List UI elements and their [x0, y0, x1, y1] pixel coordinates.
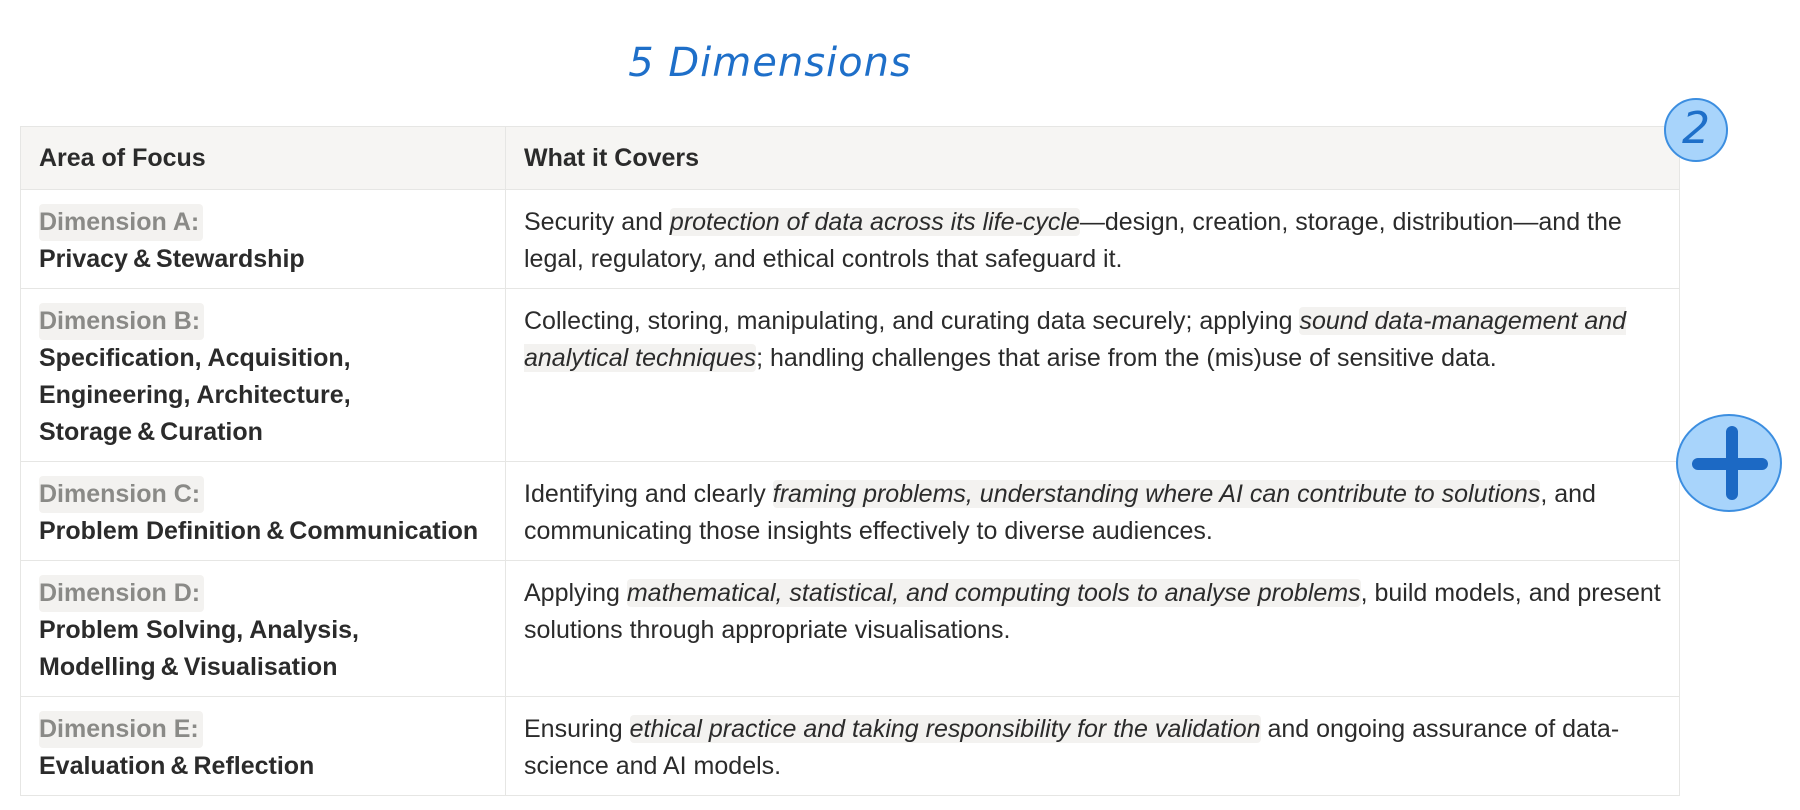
dimension-name: Specification, Acquisition,: [39, 344, 351, 372]
covers-text: and ongoing assurance of data-science and AI models.: [524, 715, 1620, 780]
covers-cell: [506, 190, 1680, 289]
plus-icon[interactable]: [1676, 414, 1782, 512]
covers-cell: [506, 462, 1680, 561]
dimension-name: Evaluation & Reflection: [39, 752, 315, 780]
dimension-label: Dimension E:: [39, 711, 203, 748]
covers-text: —design, creation, storage, distribution—and the legal, regulatory, and ethical controls that safeguard it.: [524, 208, 1622, 273]
table-row: [21, 190, 1680, 289]
covers-cell: [506, 561, 1680, 697]
table-body: [21, 190, 1680, 796]
column-header-area: Area of Focus: [21, 127, 506, 190]
highlighted-text: sound data-management and analytical techniques: [524, 307, 1627, 372]
table-row: [21, 289, 1680, 462]
covers-text: Identifying and clearly: [524, 480, 773, 508]
dimension-label: Dimension D:: [39, 575, 204, 612]
dimension-name: Privacy & Stewardship: [39, 245, 305, 273]
dimension-label: Dimension B:: [39, 303, 204, 340]
table-row: [21, 561, 1680, 697]
highlighted-text: ethical practice and taking responsibility for the validation: [629, 715, 1261, 743]
dimension-name: Problem Definition & Communication: [39, 517, 479, 545]
dimension-name: Modelling & Visualisation: [39, 653, 338, 681]
area-cell: [21, 289, 506, 462]
dimension-label: Dimension C:: [39, 476, 204, 513]
dimension-label: Dimension A:: [39, 204, 203, 241]
number-badge-icon[interactable]: 2: [1664, 98, 1728, 162]
area-cell: [21, 697, 506, 796]
covers-text: ; handling challenges that arise from the (mis)use of sensitive data.: [756, 344, 1497, 372]
covers-text: Applying: [524, 579, 627, 607]
covers-cell: [506, 289, 1680, 462]
table-row: [21, 697, 1680, 796]
highlighted-text: framing problems, understanding where AI can contribute to solutions: [772, 480, 1541, 508]
dimensions-table: [20, 126, 1680, 796]
highlighted-text: protection of data across its life-cycle: [669, 208, 1080, 236]
column-header-covers: What it Covers: [506, 127, 1680, 190]
covers-text: , build models, and present solutions through appropriate visualisations.: [524, 579, 1661, 644]
table-row: [21, 462, 1680, 561]
table-header-row: [21, 127, 1680, 190]
dimension-name: Storage & Curation: [39, 418, 263, 446]
covers-text: Ensuring: [524, 715, 630, 743]
covers-text: , and communicating those insights effectively to diverse audiences.: [524, 480, 1596, 545]
dimension-name: Engineering, Architecture,: [39, 381, 351, 409]
covers-text: Collecting, storing, manipulating, and curating data securely; applying: [524, 307, 1300, 335]
area-cell: [21, 462, 506, 561]
dimension-name: Problem Solving, Analysis,: [39, 616, 359, 644]
area-cell: [21, 190, 506, 289]
covers-cell: [506, 697, 1680, 796]
covers-text: Security and: [524, 208, 670, 236]
area-cell: [21, 561, 506, 697]
page-title: 5 Dimensions: [628, 40, 912, 86]
highlighted-text: mathematical, statistical, and computing tools to analyse problems: [626, 579, 1361, 607]
